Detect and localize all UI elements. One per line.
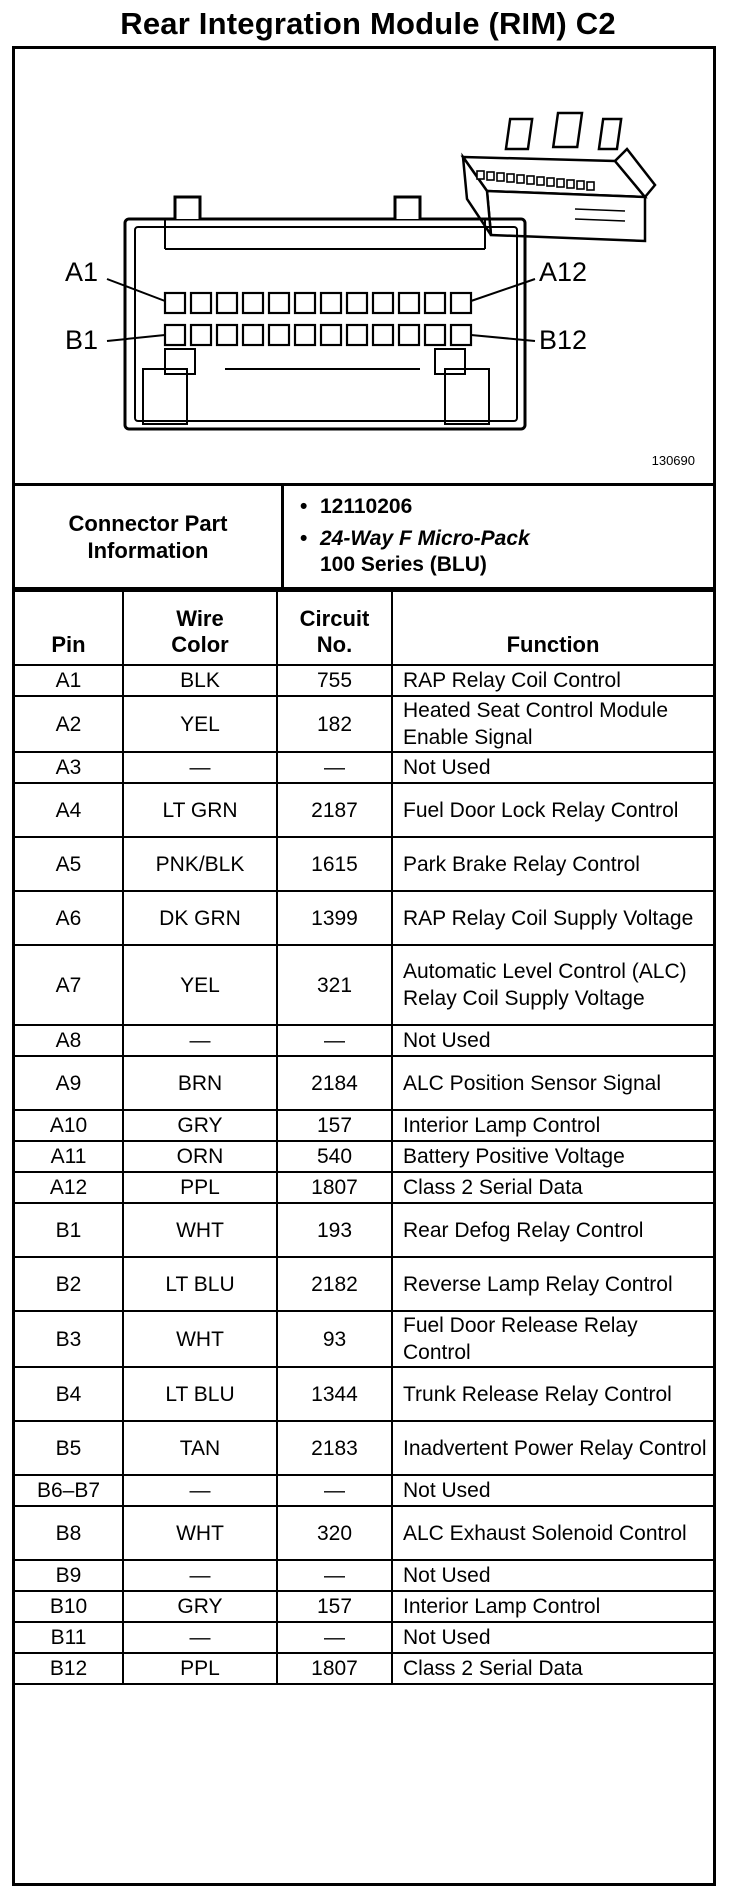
cell-function: Automatic Level Control (ALC) Relay Coil Supply Voltage [392, 945, 713, 1025]
cell-pin: A2 [15, 696, 123, 752]
cell-wire-color: PPL [123, 1172, 277, 1203]
label-b12: B12 [539, 325, 588, 355]
table-row [15, 1257, 713, 1311]
cell-pin: A8 [15, 1025, 123, 1056]
cell-pin: B4 [15, 1367, 123, 1421]
table-row [15, 1172, 713, 1203]
cell-circuit-no: 1807 [277, 1172, 392, 1203]
cell-function: Park Brake Relay Control [392, 837, 713, 891]
table-row [15, 1141, 713, 1172]
cell-wire-color: — [123, 1025, 277, 1056]
label-b1: B1 [65, 325, 99, 355]
cell-wire-color: WHT [123, 1203, 277, 1257]
cell-circuit-no: 157 [277, 1591, 392, 1622]
cell-wire-color: WHT [123, 1311, 277, 1367]
cell-circuit-no: 2183 [277, 1421, 392, 1475]
cell-function: Fuel Door Lock Relay Control [392, 783, 713, 837]
pinout-rows [15, 665, 713, 1684]
connector-sheet [12, 46, 716, 1886]
connector-part-info-label [15, 486, 284, 587]
cell-circuit-no: — [277, 1025, 392, 1056]
cell-pin: A3 [15, 752, 123, 783]
table-row [15, 665, 713, 696]
cell-pin: A1 [15, 665, 123, 696]
cell-pin: A10 [15, 1110, 123, 1141]
cell-wire-color: ORN [123, 1141, 277, 1172]
cell-function: Not Used [392, 752, 713, 783]
cell-pin: A11 [15, 1141, 123, 1172]
table-row [15, 1367, 713, 1421]
cell-pin: B9 [15, 1560, 123, 1591]
table-row [15, 1506, 713, 1560]
cell-function: ALC Exhaust Solenoid Control [392, 1506, 713, 1560]
table-row [15, 1591, 713, 1622]
cell-circuit-no: — [277, 1622, 392, 1653]
cell-function: Not Used [392, 1560, 713, 1591]
connector-part-info-label-line2: Information [87, 537, 209, 563]
cell-circuit-no: 1807 [277, 1653, 392, 1684]
cell-circuit-no: 2182 [277, 1257, 392, 1311]
table-row [15, 945, 713, 1025]
cell-wire-color: — [123, 1560, 277, 1591]
bullet-icon: • [300, 527, 308, 550]
cell-circuit-no: — [277, 1560, 392, 1591]
cell-circuit-no: 193 [277, 1203, 392, 1257]
table-row [15, 891, 713, 945]
connector-description-line2: 100 Series (BLU) [320, 553, 487, 576]
cell-wire-color: YEL [123, 696, 277, 752]
connector-description-line1: 24-Way F Micro-Pack [320, 527, 530, 550]
cell-function: Not Used [392, 1025, 713, 1056]
cell-circuit-no: 755 [277, 665, 392, 696]
cell-wire-color: DK GRN [123, 891, 277, 945]
cell-pin: A5 [15, 837, 123, 891]
cell-circuit-no: 157 [277, 1110, 392, 1141]
bullet-icon: • [300, 495, 308, 518]
header-circuit-no: Circuit No. [277, 591, 392, 665]
label-a12: A12 [539, 257, 588, 287]
table-row [15, 1560, 713, 1591]
cell-function: Rear Defog Relay Control [392, 1203, 713, 1257]
cell-wire-color: PPL [123, 1653, 277, 1684]
connector-part-info [15, 483, 713, 590]
cell-function: Trunk Release Relay Control [392, 1367, 713, 1421]
cell-pin: B8 [15, 1506, 123, 1560]
table-row [15, 1622, 713, 1653]
cell-pin: A12 [15, 1172, 123, 1203]
table-row [15, 752, 713, 783]
cell-circuit-no: — [277, 752, 392, 783]
cell-wire-color: BLK [123, 665, 277, 696]
cell-wire-color: YEL [123, 945, 277, 1025]
cell-function: Inadvertent Power Relay Control [392, 1421, 713, 1475]
cell-wire-color: LT GRN [123, 783, 277, 837]
table-header-row [15, 591, 713, 665]
cell-function: Interior Lamp Control [392, 1591, 713, 1622]
cell-pin: B2 [15, 1257, 123, 1311]
cell-pin: B1 [15, 1203, 123, 1257]
cell-wire-color: LT BLU [123, 1367, 277, 1421]
cell-function: ALC Position Sensor Signal [392, 1056, 713, 1110]
table-row [15, 696, 713, 752]
table-row [15, 1653, 713, 1684]
cell-circuit-no: 2184 [277, 1056, 392, 1110]
cell-pin: B5 [15, 1421, 123, 1475]
header-pin: Pin [15, 591, 123, 665]
page-title: Rear Integration Module (RIM) C2 [120, 6, 616, 41]
cell-pin: B11 [15, 1622, 123, 1653]
pinout-table [15, 590, 713, 1685]
cell-function: Fuel Door Release Relay Control [392, 1311, 713, 1367]
cell-circuit-no: 182 [277, 696, 392, 752]
label-a1: A1 [65, 257, 99, 287]
part-number: 12110206 [320, 495, 413, 518]
table-row [15, 1203, 713, 1257]
cell-pin: A6 [15, 891, 123, 945]
table-row [15, 1056, 713, 1110]
table-row [15, 1311, 713, 1367]
cell-function: RAP Relay Coil Control [392, 665, 713, 696]
connector-part-info-label-line1: Connector Part [68, 510, 228, 536]
cell-pin: B10 [15, 1591, 123, 1622]
cell-circuit-no: 540 [277, 1141, 392, 1172]
table-row [15, 1475, 713, 1506]
connector-face-drawing [15, 49, 713, 483]
cell-wire-color: TAN [123, 1421, 277, 1475]
table-row [15, 1110, 713, 1141]
cell-function: Heated Seat Control Module Enable Signal [392, 696, 713, 752]
cell-pin: B12 [15, 1653, 123, 1684]
cell-function: RAP Relay Coil Supply Voltage [392, 891, 713, 945]
cell-wire-color: GRY [123, 1591, 277, 1622]
cell-function: Class 2 Serial Data [392, 1653, 713, 1684]
cell-circuit-no: 1615 [277, 837, 392, 891]
cell-pin: A7 [15, 945, 123, 1025]
pin-cavities-row-a [165, 293, 471, 313]
cell-wire-color: — [123, 1475, 277, 1506]
cell-circuit-no: 320 [277, 1506, 392, 1560]
cell-wire-color: GRY [123, 1110, 277, 1141]
connector-diagram [15, 49, 713, 483]
cell-function: Not Used [392, 1475, 713, 1506]
cell-circuit-no: 321 [277, 945, 392, 1025]
cell-pin: A9 [15, 1056, 123, 1110]
cell-circuit-no: 1344 [277, 1367, 392, 1421]
cell-function: Class 2 Serial Data [392, 1172, 713, 1203]
pin-cavities-row-b [165, 325, 471, 345]
table-row [15, 783, 713, 837]
figure-id: 130690 [651, 453, 695, 468]
table-row [15, 837, 713, 891]
table-row [15, 1421, 713, 1475]
cell-wire-color: LT BLU [123, 1257, 277, 1311]
cell-circuit-no: 2187 [277, 783, 392, 837]
cell-function: Interior Lamp Control [392, 1110, 713, 1141]
cell-function: Reverse Lamp Relay Control [392, 1257, 713, 1311]
cell-function: Battery Positive Voltage [392, 1141, 713, 1172]
cell-wire-color: — [123, 752, 277, 783]
cell-pin: B3 [15, 1311, 123, 1367]
cell-circuit-no: — [277, 1475, 392, 1506]
header-wire-color: Wire Color [123, 591, 277, 665]
header-function: Function [392, 591, 713, 665]
connector-part-details [300, 494, 530, 578]
connector-3d-illustration [463, 113, 655, 241]
cell-pin: B6–B7 [15, 1475, 123, 1506]
cell-wire-color: — [123, 1622, 277, 1653]
cell-function: Not Used [392, 1622, 713, 1653]
cell-pin: A4 [15, 783, 123, 837]
cell-wire-color: PNK/BLK [123, 837, 277, 891]
cell-circuit-no: 93 [277, 1311, 392, 1367]
cell-wire-color: WHT [123, 1506, 277, 1560]
cell-wire-color: BRN [123, 1056, 277, 1110]
cell-circuit-no: 1399 [277, 891, 392, 945]
table-row [15, 1025, 713, 1056]
